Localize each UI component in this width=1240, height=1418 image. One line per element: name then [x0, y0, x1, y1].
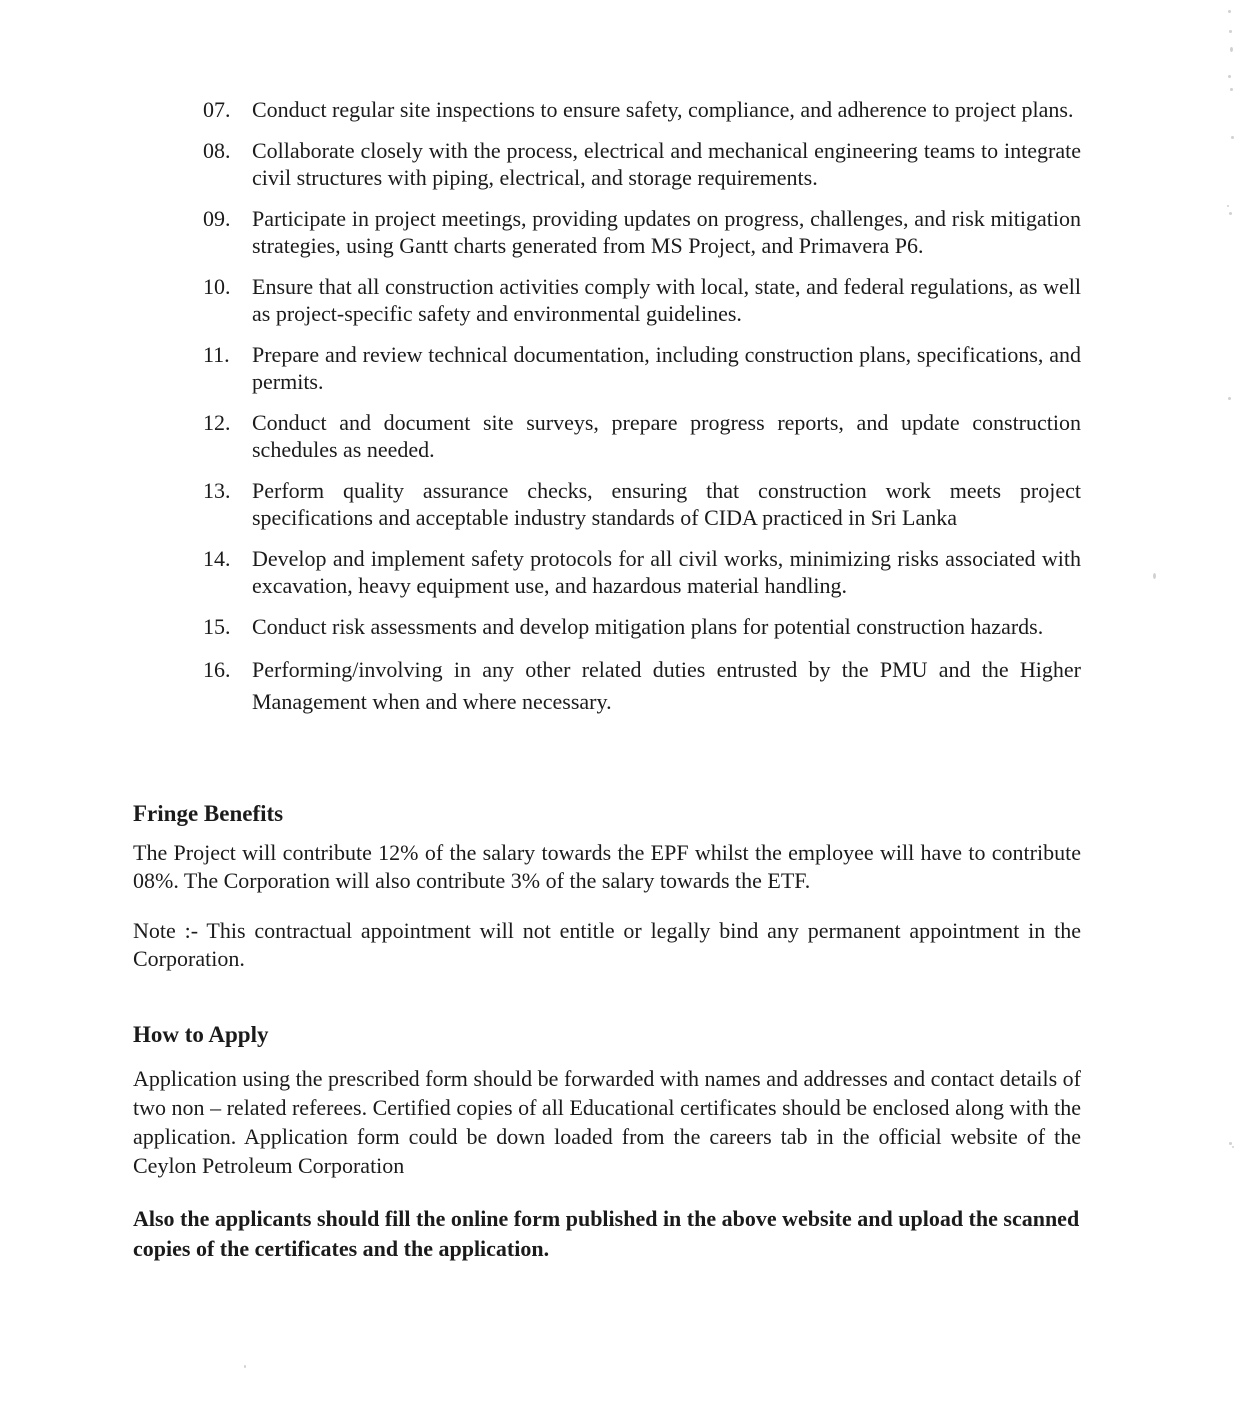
fringe-benefits-paragraph: The Project will contribute 12% of the salary towards the EPF whilst the employee will have to contribute 08%. The Corporation will also contribute 3% of the salary towards the ETF. [133, 840, 1081, 893]
document-content [133, 0, 1081, 1264]
list-item-text: Develop and implement safety protocols for all civil works, minimizing risks associated with excavation, heavy equipment use, and hazardous material handling. [252, 546, 1081, 598]
scan-speck [1228, 397, 1231, 400]
list-item-number: 13. [203, 478, 231, 503]
how-to-apply-paragraph: Application using the prescribed form should be forwarded with names and addresses and contact details of two non – related referees. Certified copies of all Educational certificates should be enclosed along with the application. Application form could be down loaded from the careers tab in the official website of the Ceylon Petroleum Corporation [133, 1066, 1081, 1178]
list-item [133, 273, 1081, 327]
list-item-text: Conduct risk assessments and develop mitigation plans for potential construction hazards. [252, 614, 1044, 639]
how-to-apply-heading: How to Apply [133, 1022, 269, 1047]
scan-speck [1228, 10, 1231, 13]
list-item [133, 613, 1081, 640]
scan-speck [1232, 1146, 1234, 1148]
note-paragraph: Note :- This contractual appointment will not entitle or legally bind any permanent appointment in the Corporation. [133, 918, 1081, 971]
list-item-number: 09. [203, 206, 231, 231]
list-item-number: 08. [203, 138, 231, 163]
fringe-benefits-heading: Fringe Benefits [133, 801, 284, 826]
scan-speck [1229, 1142, 1232, 1145]
list-item-text: Collaborate closely with the process, electrical and mechanical engineering teams to integrate civil structures with piping, electrical, and storage requirements. [252, 138, 1081, 190]
list-item [133, 205, 1081, 259]
scan-speck [244, 1365, 246, 1368]
scan-speck [1229, 212, 1232, 215]
list-item [133, 545, 1081, 599]
scan-speck [1230, 47, 1233, 52]
list-item [133, 341, 1081, 395]
list-item-number: 10. [203, 274, 231, 299]
list-item-text: Conduct regular site inspections to ensure safety, compliance, and adherence to project plans. [252, 97, 1074, 122]
list-item-number: 15. [203, 614, 231, 639]
scan-speck [1227, 205, 1229, 207]
list-item-number: 07. [203, 97, 231, 122]
list-item [133, 96, 1081, 123]
list-item-text: Conduct and document site surveys, prepare progress reports, and update construction schedules as needed. [252, 410, 1081, 462]
list-item-text: Participate in project meetings, providing updates on progress, challenges, and risk mitigation strategies, using Gantt charts generated from MS Project, and Primavera P6. [252, 206, 1081, 258]
scan-speck [1229, 30, 1232, 33]
scan-speck [1153, 573, 1156, 579]
online-form-bold-paragraph: Also the applicants should fill the online form published in the above website and upload the scanned copies of the certificates and the application. [133, 1206, 1080, 1261]
scan-speck [1231, 136, 1234, 139]
list-item-text: Prepare and review technical documentation, including construction plans, specifications, and permits. [252, 342, 1081, 394]
list-item [133, 137, 1081, 191]
duties-list [133, 96, 1081, 718]
list-item-number: 11. [203, 342, 230, 367]
list-item-number: 14. [203, 546, 231, 571]
list-item-text: Ensure that all construction activities comply with local, state, and federal regulations, as well as project-specific safety and environmental guidelines. [252, 274, 1081, 326]
list-item-text: Perform quality assurance checks, ensuring that construction work meets project specifications and acceptable industry standards of CIDA practiced in Sri Lanka [252, 478, 1081, 530]
list-item-number: 16. [203, 657, 231, 682]
list-item [133, 409, 1081, 463]
list-item-number: 12. [203, 410, 231, 435]
list-item [133, 654, 1081, 718]
list-item-text: Performing/involving in any other related duties entrusted by the PMU and the Higher Management when and where necessary. [252, 657, 1081, 714]
scan-speck [1230, 88, 1233, 91]
scan-speck [1228, 75, 1231, 78]
list-item [133, 477, 1081, 531]
